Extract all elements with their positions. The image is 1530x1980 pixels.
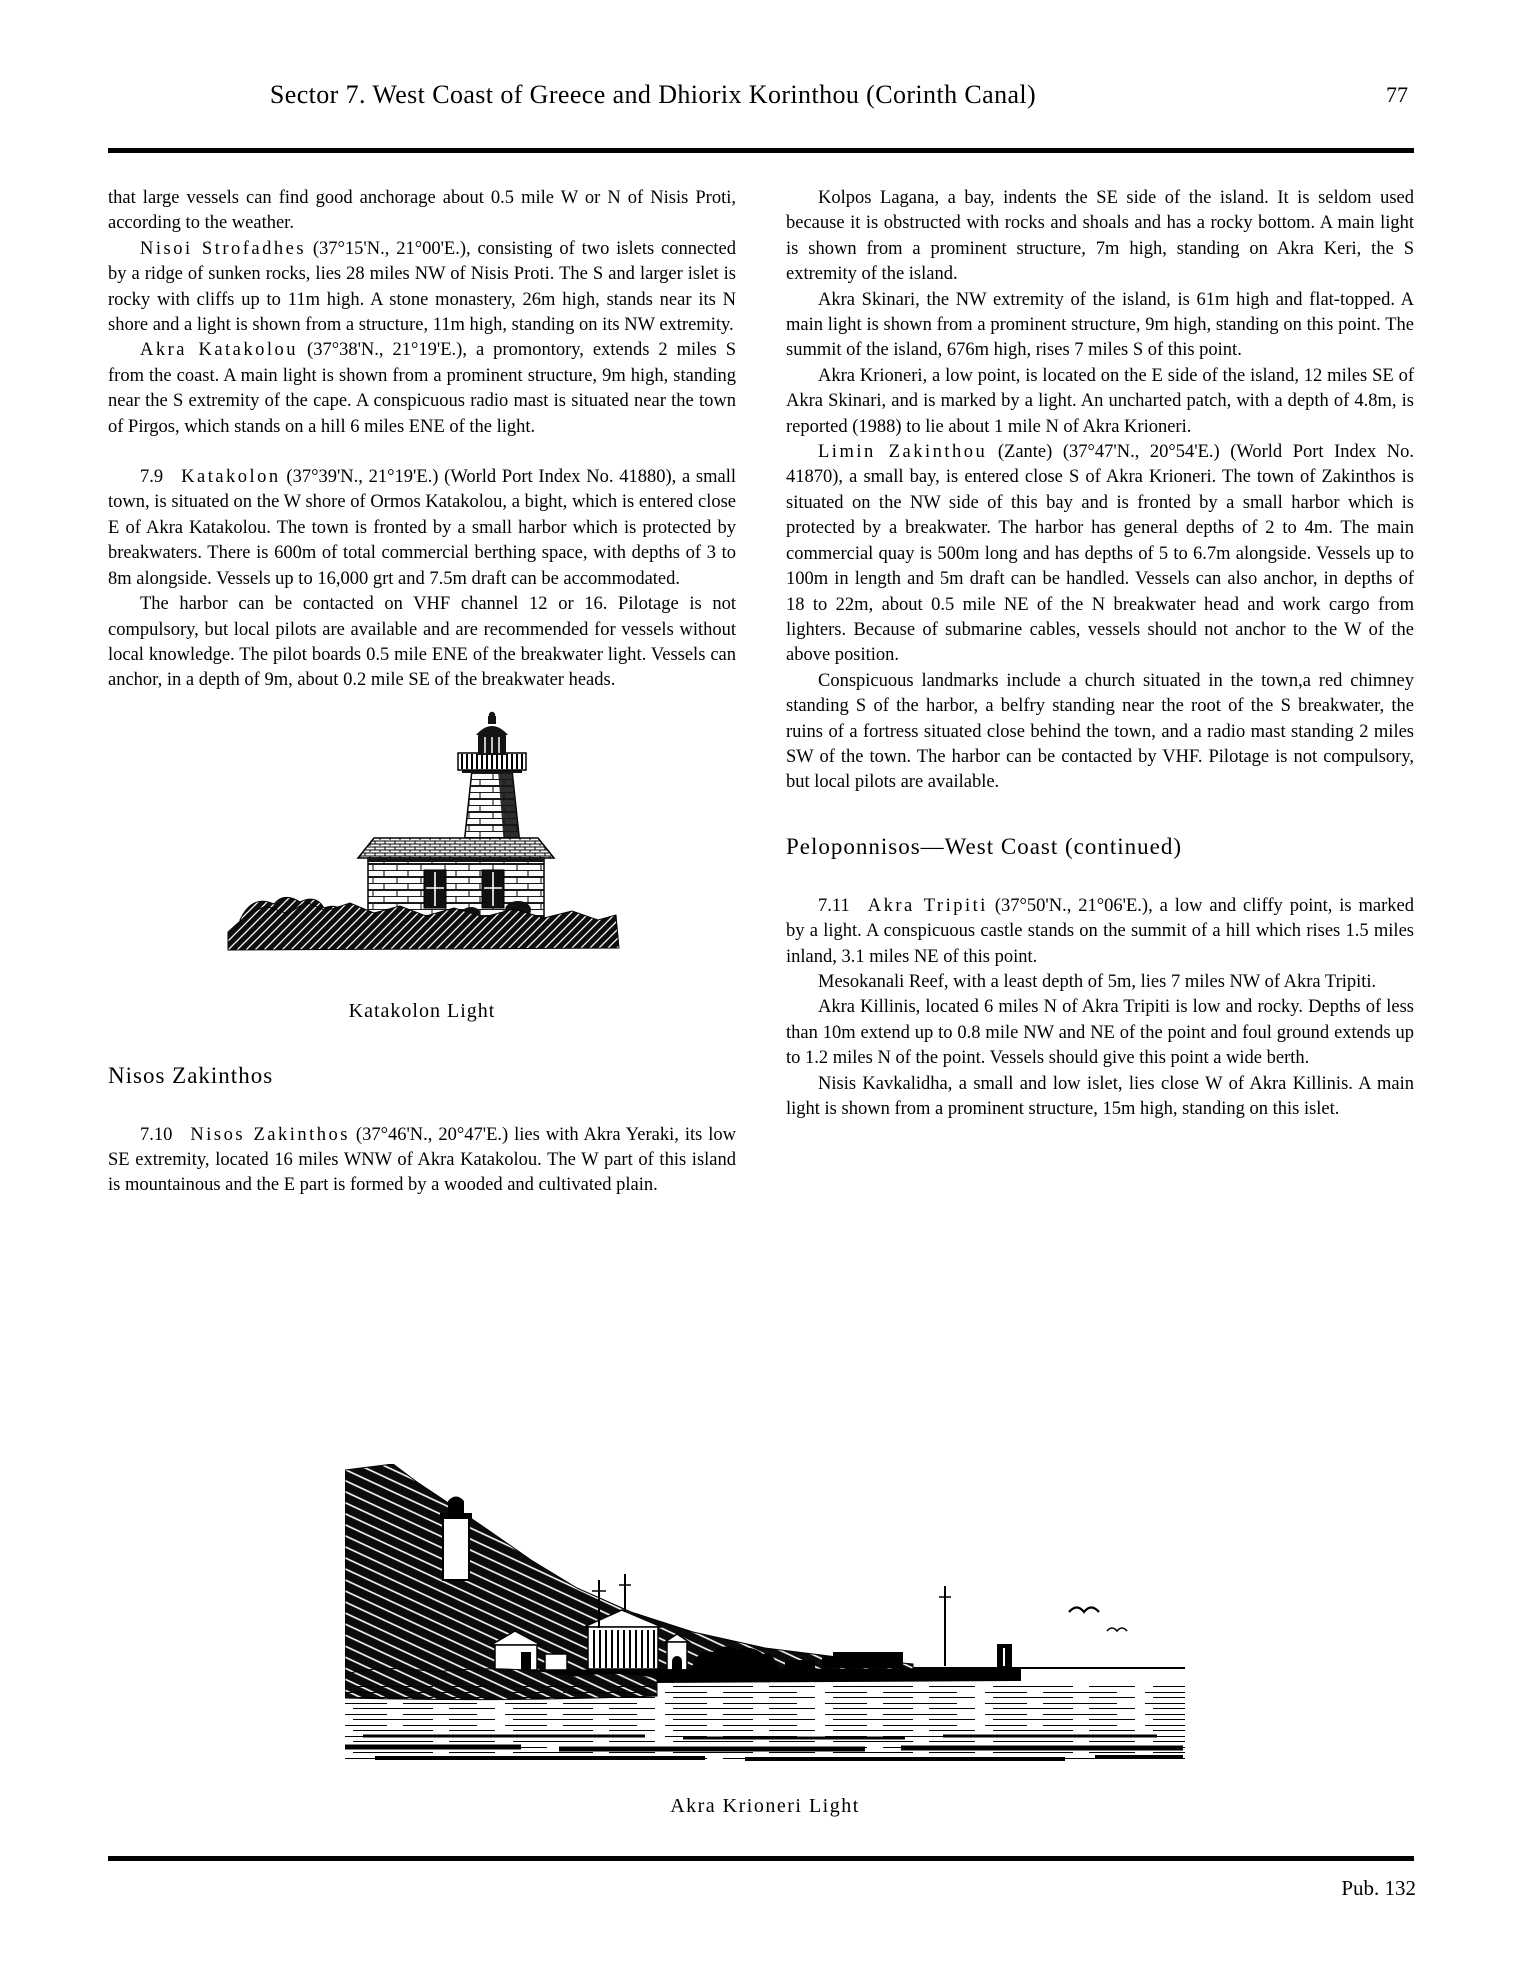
left-column (108, 186, 736, 1199)
place-name: Nisos Zakinthos (190, 1124, 350, 1145)
katakolon-light-figure (108, 708, 736, 961)
page-number: 77 (1386, 82, 1408, 107)
section-number: 7.9 (140, 467, 164, 488)
paragraph-text: (37°46'N., 20°47'E.) lies with Akra Yeraki, its low SE extremity, located 16 miles WNW of Akra Katakolou. The W part of this island is mountainous and the E part is formed by a wooded and cultivated plain. (108, 1124, 737, 1196)
header-rule (108, 148, 1414, 153)
content-columns (108, 186, 1414, 1199)
paragraph (108, 465, 736, 592)
akra-krioneri-light-drawing (345, 1464, 1185, 1764)
paragraph-text: Nisis Kavkalidha, a small and low islet, lies close W of Akra Killinis. A main light is shown from a prominent structure, 15m high, standing on this islet. (786, 1073, 1414, 1119)
paragraph (786, 440, 1414, 669)
paragraph (108, 237, 736, 339)
birds (1069, 1608, 1127, 1632)
paragraph (108, 338, 736, 440)
light-tower (458, 712, 526, 845)
paragraph-text: Akra Krioneri, a low point, is located on the E side of the island, 12 miles SE of Akra Skinari, and is marked by a light. An uncharted patch, with a depth of 4.8m, is reported (1988) to lie about 1 mile N of Akra Krioneri. (786, 365, 1414, 437)
paragraph-text: The harbor can be contacted on VHF channel 12 or 16. Pilotage is not compulsory, but local pilots are available and are recommended for vessels without local knowledge. The pilot boards 0.5 mile ENE of the breakwater light. Vessels can anchor, in a depth of 9m, about 0.2 mile SE of the breakwater heads. (108, 594, 736, 691)
paragraph-text: (37°39'N., 21°19'E.) (World Port Index No. 41880), a small town, is situated on the W shore of Ormos Katakolou, a bight, which is entered close E of Akra Katakolou. The town is fronted by a small harbor which is protected by breakwaters. There is 600m of total commercial berthing space, with depths of 3 to 8m alongside. Vessels up to 16,000 grt and 7.5m draft can be accommodated. (108, 467, 736, 589)
section-heading: Peloponnisos—West Coast (continued) (786, 833, 1183, 859)
paragraph (786, 186, 1414, 288)
place-name: Akra Katakolou (140, 340, 299, 361)
paragraph-text: Mesokanali Reef, with a least depth of 5m, lies 7 miles NW of Akra Tripiti. (818, 971, 1377, 992)
right-column (786, 186, 1414, 1199)
section-heading: Nisos Zakinthos (108, 1062, 274, 1088)
paragraph (786, 288, 1414, 364)
paragraph (108, 592, 736, 694)
figure-caption: Katakolon Light (348, 1000, 496, 1023)
section-number: 7.11 (818, 895, 850, 916)
paragraph-text: (37°50'N., 21°06'E.), a low and cliffy point, is marked by a light. A conspicuous castle stands on the summit of a hill which rises 1.5 miles inland, 3.1 miles NE of this point. (786, 895, 1415, 967)
paragraph (786, 995, 1414, 1071)
paragraph (108, 186, 736, 237)
page-title: Sector 7. West Coast of Greece and Dhiorix Korinthou (Corinth Canal) (269, 80, 1037, 109)
akra-krioneri-light-figure (345, 1464, 1185, 1764)
section-number: 7.10 (140, 1124, 173, 1145)
paragraph-text: Conspicuous landmarks include a church situated in the town,a red chimney standing S of the harbor, a belfry standing near the root of the S breakwater, the ruins of a fortress situated close behind the town, and a radio mast standing 2 miles SW of the town. The harbor can be contacted by VHF. Pilotage is not compulsory, but local pilots are available. (786, 670, 1414, 793)
paragraph-text: Kolpos Lagana, a bay, indents the SE side of the island. It is seldom used because it is obstructed with rocks and shoals and has a rocky bottom. A main light is shown from a prominent structure, 7m high, standing on Akra Keri, the S extremity of the island. (786, 188, 1414, 285)
place-name: Katakolon (181, 467, 281, 488)
paragraph-text: Akra Killinis, located 6 miles N of Akra Tripiti is low and rocky. Depths of less than 10m extend up to 0.8 mile NW and NE of the point and foul ground extends up to 1.2 miles N of the point. Vessels should give this point a wide berth. (786, 997, 1414, 1069)
place-name: Limin Zakinthou (818, 442, 988, 463)
paragraph (786, 970, 1414, 995)
page-header (108, 80, 1414, 120)
keeper-house (358, 838, 554, 920)
katakolon-light-drawing (222, 708, 622, 953)
place-name: Nisoi Strofadhes (140, 238, 307, 259)
paragraph-text: (37°15'N., 21°00'E.), consisting of two islets connected by a ridge of sunken rocks, lies 28 miles NW of Nisis Proti. The S and larger islet is rocky with cliffs up to 11m high. A stone monastery, 26m high, stands near its N shore and a light is shown from a structure, 11m high, standing on its NW extremity. (108, 238, 736, 336)
place-name: Akra Tripiti (867, 895, 988, 916)
paragraph-text: Akra Skinari, the NW extremity of the island, is 61m high and flat-topped. A main light is shown from a prominent structure, 9m high, standing on this point. The summit of the island, 676m high, rises 7 miles S of this point. (786, 289, 1414, 361)
paragraph (786, 364, 1414, 440)
paragraph (786, 894, 1414, 970)
bottom-figure-caption: Akra Krioneri Light (670, 1795, 860, 1817)
paragraph-text: (Zante) (37°47'N., 20°54'E.) (World Port Index No. 41870), a small bay, is entered close S of Akra Krioneri. The town of Zakinthos is situated on the NW side of this bay and is fronted by a small harbor which is protected by a breakwater. The harbor has general depths of 2 to 4m. The main commercial quay is 500m long and has depths of 5 to 6.7m alongside. Vessels up to 100m in length and 5m draft can be handled. Vessels can also anchor, in depths of 18 to 22m, about 0.5 mile NE of the N breakwater head and work cargo from lighters. Because of submarine cables, vessels should not anchor to the W of the above position. (786, 442, 1414, 666)
paragraph-text: (37°38'N., 21°19'E.), a promontory, extends 2 miles S from the coast. A main light is shown from a prominent structure, 9m high, standing near the S extremity of the cape. A conspicuous radio mast is situated near the town of Pirgos, which stands on a hill 6 miles ENE of the light. (108, 340, 737, 437)
paragraph-text: that large vessels can find good anchorage about 0.5 mile W or N of Nisis Proti, according to the weather. (108, 188, 736, 234)
paragraph (786, 669, 1414, 796)
footer-rule (108, 1856, 1414, 1861)
publication-number: Pub. 132 (1341, 1876, 1416, 1900)
sea (345, 1682, 1185, 1760)
paragraph (786, 1072, 1414, 1123)
paragraph (108, 1123, 736, 1199)
